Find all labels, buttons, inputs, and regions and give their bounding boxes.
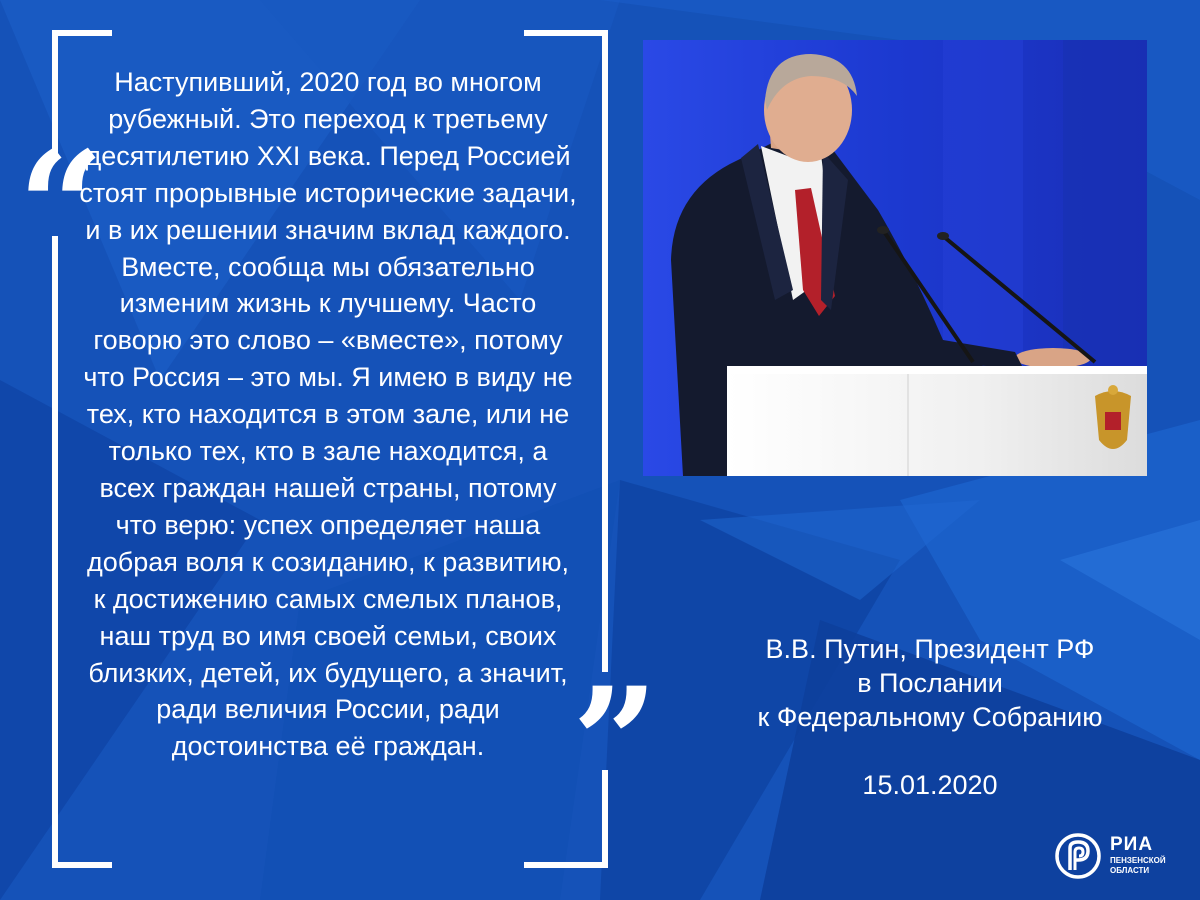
coat-of-arms-icon [1095,385,1131,449]
attribution [700,632,1160,802]
logo-subtitle [1110,856,1166,876]
attribution-date: 15.01.2020 [862,770,998,800]
attribution-line-3: к Федеральному Собранию [757,702,1103,732]
logo-name: РИА [1110,834,1154,855]
ria-logo-icon [1054,832,1102,880]
ria-logo [1054,832,1184,882]
quote-text: Наступивший, 2020 год во многом рубежный. Это переход к третьему десятилетию XXI века. Перед Россией стоят прорывные исторические задачи, и в их решении значим вклад каждого. Вместе, сообща мы обязательно изменим жизнь к лучшему. Часто говорю это слово – «вместе», потому что Россия – это мы. Я имею в виду не тех, кто находится в этом зале, или не только тех, кто в зале находится, а всех граждан нашей страны, потому что верю: успех определяет наша добрая воля к созиданию, к развитию, к достижению самых смелых планов, наш труд во имя своей семьи, своих близких, детей, их будущего, а значит, ради величия России, ради достоинства её граждан. [79,67,577,762]
attribution-line-1: В.В. Путин, Президент РФ [765,634,1095,664]
close-quote-icon: ” [572,655,659,831]
logo-subtitle-line-2: ОБЛАСТИ [1110,866,1150,875]
logo-subtitle-line-1: ПЕНЗЕНСКОЙ [1110,856,1166,865]
open-quote-icon: “ [18,119,105,295]
attribution-line-2: в Послании [857,668,1003,698]
speaker-photo [643,40,1147,476]
